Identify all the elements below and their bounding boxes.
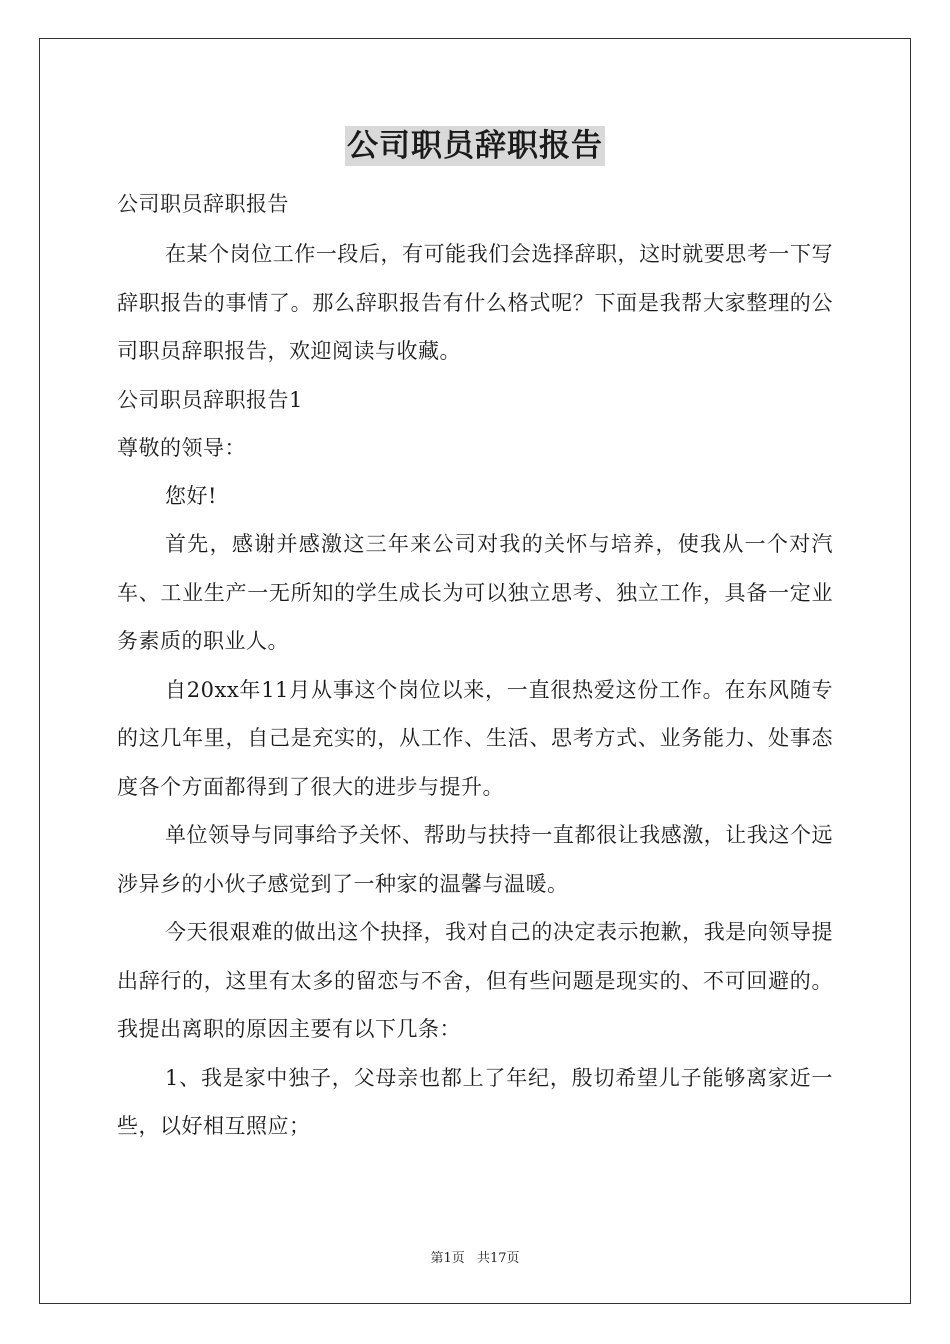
intro-paragraph: 在某个岗位工作一段后，有可能我们会选择辞职，这时就要思考一下写辞职报告的事情了。那么辞职报告有什么格式呢？下面是我帮大家整理的公司职员辞职报告，欢迎阅读与收藏。 [117,242,833,363]
body-paragraph-1: 首先，感谢并感激这三年来公司对我的关怀与培养，使我从一个对汽车、工业生产一无所知的学生成长为可以独立思考、独立工作，具备一定业务素质的职业人。 [117,532,833,653]
title-container [0,126,950,166]
body-paragraph-2: 自20xx年11月从事这个岗位以来，一直很热爱这份工作。在东风随专的这几年里，自己是充实的，从工作、生活、思考方式、业务能力、处事态度各个方面都得到了很大的进步与提升。 [117,677,833,799]
greeting: 您好! [165,483,217,508]
body-paragraph-5: 1、我是家中独子，父母亲也都上了年纪，殷切希望儿子能够离家近一些，以好相互照应； [117,1065,833,1138]
page-total: 共17页 [476,1251,520,1266]
page-footer [0,1247,950,1266]
document-body [117,178,833,1151]
salutation: 尊敬的领导： [117,435,246,460]
page-number: 第1页 [430,1251,465,1266]
body-paragraph-3: 单位领导与同事给予关怀、帮助与扶持一直都很让我感激，让我这个远涉异乡的小伙子感觉到了一种家的温馨与温暖。 [117,823,833,896]
document-title: 公司职员辞职报告 [347,128,603,164]
section-heading: 公司职员辞职报告1 [117,387,303,412]
body-paragraph-4: 今天很艰难的做出这个抉择，我对自己的决定表示抱歉，我是向领导提出辞行的，这里有太多的留恋与不舍，但有些问题是现实的、不可回避的。我提出离职的原因主要有以下几条： [117,920,833,1041]
document-subtitle: 公司职员辞职报告 [117,192,289,216]
